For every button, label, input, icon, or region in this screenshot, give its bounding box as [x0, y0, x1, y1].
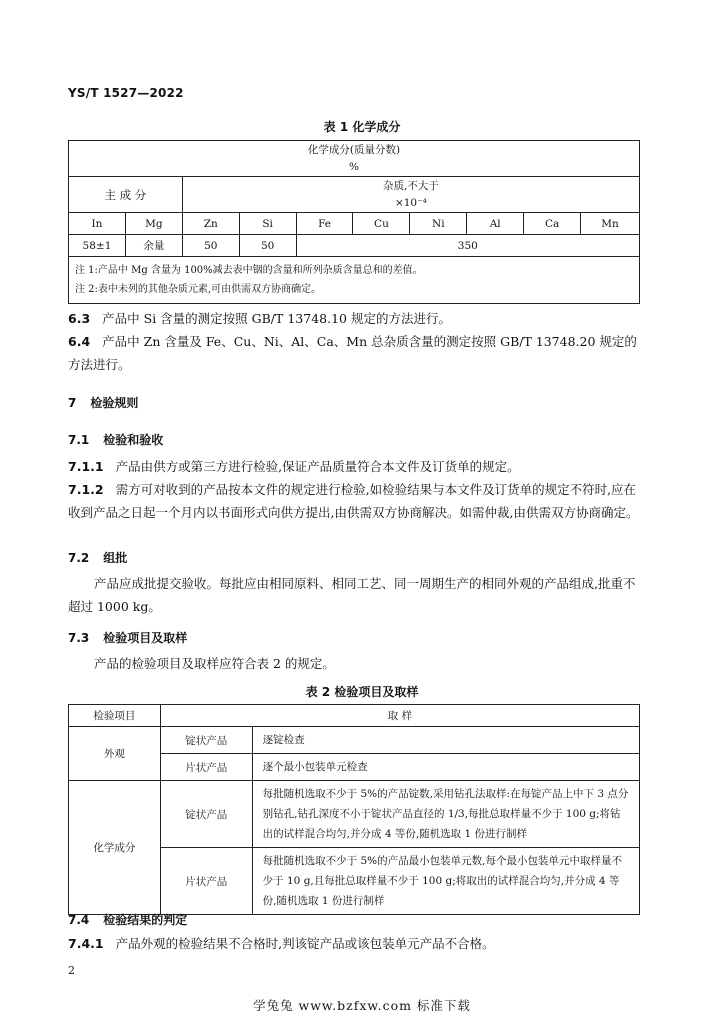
col-cu: Cu [353, 213, 410, 235]
impurity-header [182, 177, 639, 213]
table1-note-2: 注 2:表中未列的其他杂质元素,可由供需双方协商确定。 [75, 284, 322, 295]
chemical-flake: 片状产品 [160, 848, 252, 915]
clause-6-3-text: 产品中 Si 含量的测定按照 GB/T 13748.10 规定的方法进行。 [102, 311, 451, 326]
section-7-4-title: 检验结果的判定 [103, 913, 188, 927]
appearance-flake-sampling: 逐个最小包装单元检查 [252, 754, 639, 781]
clause-7-1-2-text: 需方可对收到的产品按本文件的规定进行检验,如检验结果与本文件及订货单的规定不符时,应在收到产品之日起一个月内以书面形式向供方提出,由供需双方协商解决。如需仲裁,由供需双方协商确定。 [68, 482, 639, 520]
section-7-3-number: 7.3 [68, 631, 90, 645]
value-mg: 余量 [125, 235, 182, 257]
table1-unit: % [349, 160, 359, 173]
value-si: 50 [239, 235, 296, 257]
table1-notes [69, 257, 640, 304]
impurity-unit: ×10⁻⁴ [394, 196, 427, 209]
clause-6-3-number: 6.3 [68, 311, 91, 326]
col-mg: Mg [125, 213, 182, 235]
appearance-ingot-sampling: 逐锭检查 [252, 727, 639, 754]
clause-7-3-text: 产品的检验项目及取样应符合表 2 的规定。 [94, 656, 335, 671]
section-7-heading [68, 394, 138, 411]
section-7-title: 检验规则 [90, 396, 139, 410]
section-7-1-number: 7.1 [68, 433, 90, 447]
chemical-ingot-sampling: 每批随机选取不少于 5%的产品锭数,采用钻孔法取样:在每锭产品上中下 3 点分别钻孔,钻孔深度不小于锭状产品直径的 1/3,每批总取样量不少于 100 g;将钻出的试样混合均匀,并分成 4 等份,随机选取 1 份进行制样 [252, 781, 639, 848]
value-total-impurity: 350 [296, 235, 639, 257]
col-in: In [69, 213, 126, 235]
main-component-header: 主 成 分 [69, 177, 183, 213]
clause-7-1-1 [68, 455, 644, 478]
chemical-ingot: 锭状产品 [160, 781, 252, 848]
section-7-2-number: 7.2 [68, 551, 90, 565]
chemical-flake-sampling: 每批随机选取不少于 5%的产品最小包装单元数,每个最小包装单元中取样量不少于 10 g,且每批总取样量不少于 100 g;将取出的试样混合均匀,并分成 4 等份,随机选取 1 份进行制样 [252, 848, 639, 915]
col-mn: Mn [581, 213, 640, 235]
section-7-1-title: 检验和验收 [103, 433, 164, 447]
table1-note-1: 注 1:产品中 Mg 含量为 100%减去表中铟的含量和所列杂质含量总和的差值。 [75, 265, 423, 276]
col-ni: Ni [410, 213, 467, 235]
section-7-number: 7 [68, 396, 77, 410]
table2-caption: 表 2 检验项目及取样 [305, 685, 419, 699]
col-zn: Zn [182, 213, 239, 235]
section-7-2-heading [68, 549, 127, 566]
clause-7-4-1-text: 产品外观的检验结果不合格时,判该锭产品或该包装单元产品不合格。 [115, 936, 495, 951]
item-chemical: 化学成分 [69, 781, 161, 915]
table1-title-cell [69, 141, 640, 177]
item-appearance: 外观 [69, 727, 161, 781]
section-7-4-number: 7.4 [68, 913, 90, 927]
value-zn: 50 [182, 235, 239, 257]
table1-caption: 表 1 化学成分 [323, 120, 401, 134]
table1-title: 化学成分(质量分数) [307, 143, 401, 156]
section-7-3-heading [68, 629, 187, 646]
impurity-label: 杂质,不大于 [382, 179, 439, 192]
appearance-ingot: 锭状产品 [160, 727, 252, 754]
clause-6-3 [68, 307, 644, 330]
col-si: Si [239, 213, 296, 235]
page-number: 2 [68, 964, 75, 977]
appearance-flake: 片状产品 [160, 754, 252, 781]
value-in: 58±1 [69, 235, 126, 257]
clause-6-4 [68, 330, 644, 376]
clause-7-1-1-number: 7.1.1 [68, 459, 104, 474]
col-fe: Fe [296, 213, 353, 235]
section-7-2-title: 组批 [103, 551, 128, 565]
clause-7-2-text: 产品应成批提交验收。每批应由相同原料、相同工艺、同一周期生产的相同外观的产品组成,批重不超过 1000 kg。 [68, 576, 636, 614]
clause-6-4-text: 产品中 Zn 含量及 Fe、Cu、Ni、Al、Ca、Mn 总杂质含量的测定按照 GB/T 13748.20 规定的方法进行。 [68, 334, 637, 372]
table2-head-sampling: 取 样 [160, 705, 639, 727]
clause-7-1-2 [68, 478, 644, 524]
clause-7-4-1-number: 7.4.1 [68, 936, 104, 951]
inspection-sampling-table [68, 704, 640, 915]
section-7-1-heading [68, 431, 163, 448]
clause-7-1-1-text: 产品由供方或第三方进行检验,保证产品质量符合本文件及订货单的规定。 [115, 459, 520, 474]
chemical-composition-table [68, 140, 640, 304]
clause-7-1-2-number: 7.1.2 [68, 482, 104, 497]
section-7-3-title: 检验项目及取样 [103, 631, 188, 645]
footer-watermark: 学兔兔 www.bzfxw.com 标准下载 [253, 998, 471, 1013]
section-7-4-heading [68, 911, 187, 928]
col-al: Al [467, 213, 524, 235]
table2-head-item: 检验项目 [69, 705, 161, 727]
clause-6-4-number: 6.4 [68, 334, 91, 349]
clause-7-4-1 [68, 932, 644, 955]
standard-code: YS/T 1527—2022 [68, 86, 184, 100]
col-ca: Ca [524, 213, 581, 235]
